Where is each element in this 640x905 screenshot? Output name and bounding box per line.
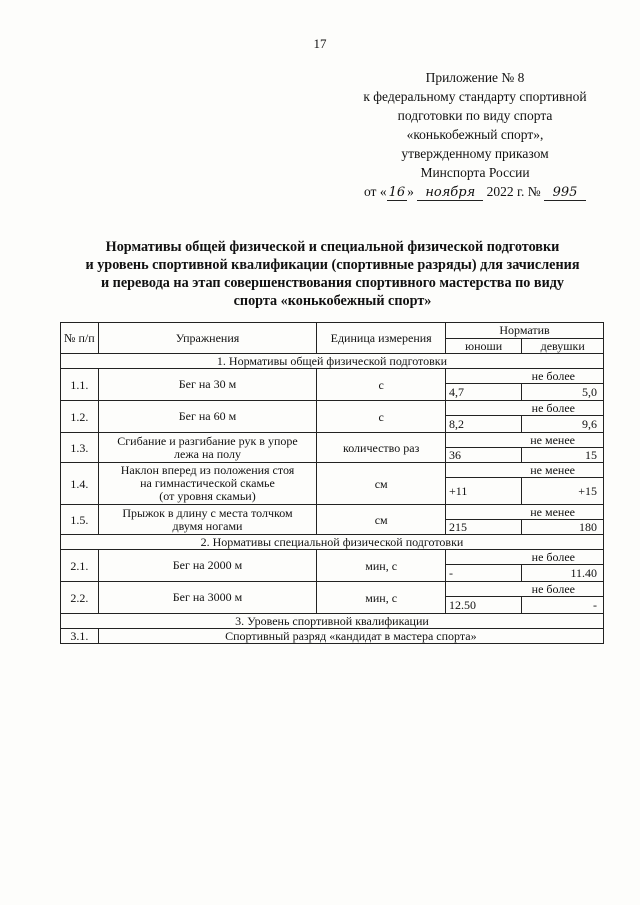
exercise-line: Наклон вперед из положения стоя	[120, 463, 295, 477]
row-girls-value: 11.40	[522, 565, 604, 582]
table-row	[61, 463, 604, 478]
row-num: 2.2.	[61, 582, 99, 614]
header-num: № п/п	[61, 323, 99, 354]
row-exercise	[98, 369, 317, 401]
section-title: 1. Нормативы общей физической подготовки	[61, 354, 604, 369]
row-condition: не более	[446, 401, 604, 416]
section-title: 3. Уровень спортивной квалификации	[61, 614, 604, 629]
row-girls-value: 15	[522, 448, 604, 463]
row-exercise	[98, 401, 317, 433]
row-num: 2.1.	[61, 550, 99, 582]
handwritten-month: ноября	[417, 186, 483, 201]
handwritten-day: 16	[388, 185, 406, 200]
row-exercise	[98, 550, 317, 582]
appendix-line: утвержденному приказом	[401, 146, 549, 161]
table-header-row	[61, 323, 604, 339]
row-boys-value: 36	[446, 448, 522, 463]
row-girls-value: -	[522, 597, 604, 614]
title-line: и перевода на этап совершенствования спортивного мастерства по виду	[100, 275, 565, 291]
date-prefix: от «	[363, 184, 387, 199]
row-boys-value: +11	[446, 478, 522, 505]
document-title	[60, 238, 605, 310]
order-date-line	[340, 182, 610, 201]
section-row	[61, 614, 604, 629]
exercise-line: лежа на полу	[174, 446, 241, 461]
exercise-line: Бег на 30 м	[178, 377, 237, 391]
header-unit: Единица измерения	[317, 323, 446, 354]
row-exercise	[98, 463, 317, 505]
row-num: 3.1.	[61, 629, 99, 644]
row-num: 1.2.	[61, 401, 99, 433]
row-num: 1.3.	[61, 433, 99, 463]
appendix-line: «конькобежный спорт»,	[406, 127, 544, 142]
appendix-block	[340, 68, 610, 201]
appendix-line: Минспорта России	[420, 165, 530, 180]
handwritten-order-number: 995	[544, 186, 586, 201]
row-exercise	[98, 582, 317, 614]
row-unit: с	[317, 401, 446, 433]
norms-table	[60, 322, 604, 644]
row-boys-value: 4,7	[446, 384, 522, 401]
exercise-line: Сгибание и разгибание рук в упоре	[117, 433, 298, 448]
row-boys-value: -	[446, 565, 522, 582]
row-qualification: Спортивный разряд «кандидат в мастера спорта»	[98, 629, 603, 644]
table-row	[61, 505, 604, 520]
appendix-line: к федеральному стандарту спортивной	[363, 89, 587, 104]
header-norm: Норматив	[446, 323, 604, 339]
exercise-line: Прыжок в длину с места толчком	[122, 505, 293, 520]
table-row	[61, 550, 604, 565]
page-number: 17	[313, 36, 327, 51]
row-unit: см	[317, 505, 446, 535]
exercise-line: (от уровня скамьи)	[159, 489, 256, 503]
title-line: спорта «конькобежный спорт»	[233, 293, 432, 309]
row-girls-value: +15	[522, 478, 604, 505]
row-unit: мин, с	[317, 550, 446, 582]
header-exercise: Упражнения	[98, 323, 317, 354]
row-unit: см	[317, 463, 446, 505]
row-num: 1.1.	[61, 369, 99, 401]
header-boys: юноши	[446, 338, 522, 354]
row-boys-value: 8,2	[446, 416, 522, 433]
row-exercise	[98, 433, 317, 463]
table-row	[61, 629, 604, 644]
section-title: 2. Нормативы специальной физической подготовки	[61, 535, 604, 550]
table-row	[61, 433, 604, 448]
date-quote-close: »	[407, 184, 414, 199]
row-condition: не менее	[446, 433, 604, 448]
table-row	[61, 369, 604, 384]
exercise-line: двумя ногами	[172, 518, 243, 533]
table-row	[61, 401, 604, 416]
row-num: 1.5.	[61, 505, 99, 535]
appendix-line: подготовки по виду спорта	[397, 108, 553, 123]
row-num: 1.4.	[61, 463, 99, 505]
date-year: 2022 г. №	[486, 184, 541, 199]
title-line: Нормативы общей физической и специальной физической подготовки	[105, 239, 560, 255]
table-row	[61, 582, 604, 597]
row-condition: не менее	[446, 463, 604, 478]
section-row	[61, 354, 604, 369]
row-boys-value: 215	[446, 520, 522, 535]
row-unit: с	[317, 369, 446, 401]
exercise-line: Бег на 3000 м	[172, 590, 243, 604]
exercise-line: Бег на 60 м	[178, 409, 237, 423]
row-condition: не более	[446, 582, 604, 597]
appendix-line: Приложение № 8	[425, 70, 525, 85]
row-unit: количество раз	[317, 433, 446, 463]
header-girls: девушки	[522, 338, 604, 354]
exercise-line: Бег на 2000 м	[172, 558, 243, 572]
row-boys-value: 12.50	[446, 597, 522, 614]
row-girls-value: 9,6	[522, 416, 604, 433]
section-row	[61, 535, 604, 550]
row-girls-value: 180	[522, 520, 604, 535]
row-girls-value: 5,0	[522, 384, 604, 401]
row-exercise	[98, 505, 317, 535]
row-condition: не более	[446, 550, 604, 565]
row-condition: не менее	[446, 505, 604, 520]
title-line: и уровень спортивной квалификации (спортивные разряды) для зачисления	[85, 257, 580, 273]
norms-table-body	[61, 323, 604, 644]
row-condition: не более	[446, 369, 604, 384]
row-unit: мин, с	[317, 582, 446, 614]
exercise-line: на гимнастической скамье	[140, 476, 275, 490]
